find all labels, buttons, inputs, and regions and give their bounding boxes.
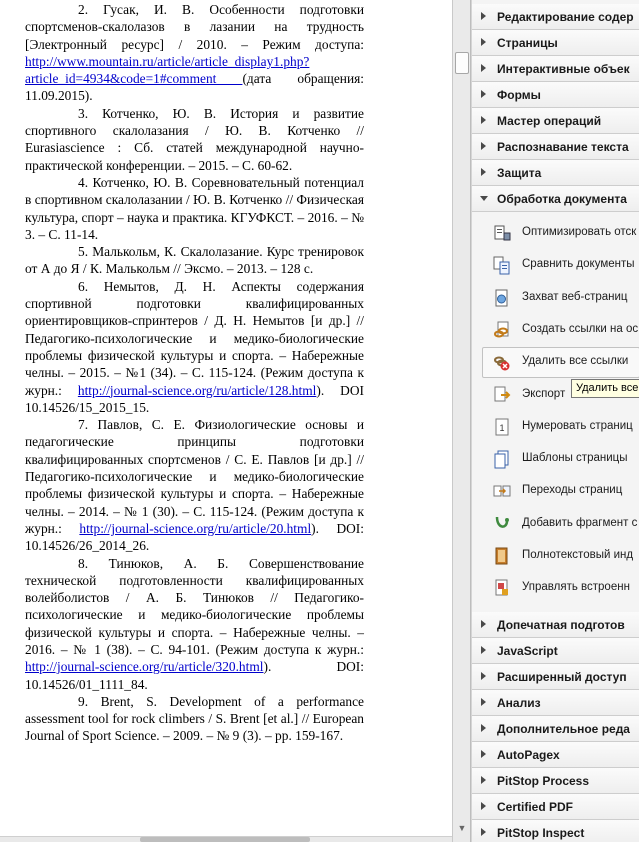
- chevron-right-icon: [481, 672, 486, 680]
- section-document-processing[interactable]: [472, 186, 639, 212]
- section-label: Анализ: [497, 696, 541, 710]
- section-collapsed[interactable]: [472, 820, 639, 842]
- section-collapsed[interactable]: [472, 108, 639, 134]
- tool-item[interactable]: [482, 476, 639, 507]
- page-transitions-icon: [493, 482, 511, 501]
- reference-text: 2. Гусак, И. В. Особенности подготовки спортсменов-скалолазов в лазании на трудность [Электронный ресурс] / 2010. – Режим доступа:: [25, 2, 364, 52]
- section-collapsed[interactable]: [472, 134, 639, 160]
- chevron-right-icon: [481, 828, 486, 836]
- chevron-right-icon: [481, 116, 486, 124]
- full-text-index-icon: [493, 547, 511, 566]
- chevron-right-icon: [481, 168, 486, 176]
- section-collapsed[interactable]: [472, 690, 639, 716]
- section-label: Распознавание текста: [497, 140, 629, 154]
- tool-item[interactable]: [482, 283, 639, 314]
- section-label: Страницы: [497, 36, 558, 50]
- tool-label: Нумеровать страниц: [522, 419, 633, 432]
- tools-panel: [471, 0, 639, 842]
- reference-link[interactable]: http://www.mountain.ru/article/article_display1.php?article_id=4934&code=1#comment: [25, 53, 310, 87]
- manage-embedded-icon: [493, 579, 511, 598]
- reference-text: 6. Немытов, Д. Н. Аспекты содержания спортивной подготовки квалифицированных ориентировщиков-спринтеров / Д. Н. Немытов [и др.] // Педагогико-психологические и медико-биологические проблемы физической культуры и спорта. – Набережные челны. – 2015. – №1 (34). – С. 115-124. (Режим доступа к журн.:: [25, 278, 364, 398]
- reference-link[interactable]: http://journal-science.org/ru/article/128.html: [77, 382, 317, 398]
- chevron-right-icon: [481, 646, 486, 654]
- export-icon: [493, 386, 511, 405]
- reference-text: 7. Павлов, С. Е. Физиологические основы и педагогические принципы подготовки квалифицированных спортсменов / С. Е. Павлов [и др.] // Педагогико-психологические и медико-биологические проблемы физической культуры и спорта. – Набережные челны. – 2014. – № 1 (30). – С. 115-124. (Режим доступа к журн.:: [25, 417, 364, 536]
- reference-text: 3. Котченко, Ю. В. История и развитие спортивного скалолазания / Ю. В. Котченко // Eurasiascience : Сб. статей международной научно-практической конференции. – 2015. – С. 60-62.: [25, 105, 364, 173]
- tooltip: Удалить все: [571, 379, 639, 398]
- vertical-scrollbar[interactable]: [452, 0, 471, 842]
- section-label: Certified PDF: [497, 800, 574, 814]
- chevron-right-icon: [481, 724, 486, 732]
- section-label: Интерактивные объек: [497, 62, 630, 76]
- vertical-scroll-thumb[interactable]: [455, 52, 469, 74]
- tool-item[interactable]: [482, 315, 639, 346]
- tool-label: Захват веб-страниц: [522, 290, 628, 303]
- section-collapsed[interactable]: [472, 716, 639, 742]
- section-collapsed[interactable]: [472, 664, 639, 690]
- reference-link[interactable]: http://journal-science.org/ru/article/20.html: [79, 520, 312, 536]
- section-collapsed[interactable]: [472, 4, 639, 30]
- section-label: Редактирование содер: [497, 10, 634, 24]
- section-label: PitStop Inspect: [497, 826, 585, 840]
- section-label: PitStop Process: [497, 774, 590, 788]
- tool-label: Управлять встроенн: [522, 581, 630, 594]
- section-label: Формы: [497, 88, 541, 102]
- tool-item[interactable]: [482, 509, 639, 540]
- section-label: Дополнительное реда: [497, 722, 630, 736]
- tool-label: Шаблоны страницы: [522, 452, 628, 465]
- tool-item[interactable]: [482, 573, 639, 604]
- chevron-right-icon: [481, 620, 486, 628]
- reference-item: [25, 105, 364, 174]
- chevron-right-icon: [481, 776, 486, 784]
- svg-text:1: 1: [499, 422, 505, 433]
- page-templates-icon: [493, 450, 511, 469]
- chevron-down-icon: [480, 196, 488, 201]
- reference-item: [25, 174, 364, 243]
- chevron-right-icon: [481, 38, 486, 46]
- reference-text: 9. Brent, S. Development of a performance assessment tool for rock climbers / S. Brent [et al.] // European Journal of Sport Science. – 2009. – № 9 (3). – pp. 159-167.: [25, 693, 364, 744]
- reference-text: 4. Котченко, Ю. В. Соревновательный потенциал в спортивном скалолазании / Ю. В. Котченко // Физическая культура, спорт – наука и практика. КГУФКСТ. – 2016. – № 3. – С. 11-14.: [25, 174, 364, 242]
- tool-label: Экспорт: [522, 387, 566, 400]
- chevron-right-icon: [481, 750, 486, 758]
- tool-label: Сравнить документы: [522, 258, 635, 271]
- section-label: AutoPagex: [497, 748, 560, 762]
- section-collapsed[interactable]: [472, 742, 639, 768]
- section-collapsed[interactable]: [472, 56, 639, 82]
- chevron-right-icon: [481, 142, 486, 150]
- reference-item: [25, 693, 364, 745]
- section-label: Обработка документа: [497, 192, 627, 206]
- chevron-right-icon: [481, 698, 486, 706]
- section-collapsed[interactable]: [472, 638, 639, 664]
- section-label: Допечатная подготов: [497, 618, 625, 632]
- reference-text: 8. Тинюков, А. Б. Совершенствование технической подготовленности квалифицированных волейболистов / А. Б. Тинюков // Педагогико-психологические и медико-биологические проблемы физической культуры и спорта. – Набережные челны. – 2016. – № 1 (38). – С. 94-101. (Режим доступа к журн.:: [25, 555, 364, 657]
- horizontal-scroll-thumb[interactable]: [140, 837, 310, 842]
- reference-text: ). DOI 10.14526/15_2015_15.: [25, 382, 364, 415]
- tool-label: Добавить фрагмент с: [522, 516, 638, 529]
- tool-item[interactable]: [482, 347, 639, 378]
- tool-label: Создать ссылки на ос: [522, 322, 639, 335]
- chevron-right-icon: [481, 802, 486, 810]
- reference-text: 5. Малькольм, К. Скалолазание. Курс тренировок от А до Я / К. Малькольм // Эксмо. – 2013. – 128 с.: [25, 244, 364, 277]
- tool-label: Удалить все ссылки: [522, 355, 629, 368]
- section-collapsed[interactable]: [472, 612, 639, 638]
- section-collapsed[interactable]: [472, 768, 639, 794]
- tool-label: Оптимизировать отск: [522, 226, 637, 238]
- reference-item: [25, 416, 364, 554]
- optimize-scan-icon: [493, 224, 511, 243]
- tool-item[interactable]: [482, 541, 639, 572]
- reference-text: ). DOI: 10.14526/26_2014_26.: [25, 520, 364, 554]
- number-pages-icon: [493, 418, 511, 437]
- reference-text: ). DOI: 10.14526/01_1111_84.: [25, 659, 364, 692]
- add-fragment-icon: [493, 515, 511, 534]
- reference-list: [25, 1, 364, 745]
- tool-label: Переходы страниц: [522, 484, 623, 497]
- section-label: Защита: [497, 166, 542, 180]
- reference-text: (дата обращения: 11.09.2015).: [25, 71, 364, 104]
- remove-links-icon: [493, 353, 511, 372]
- tool-item[interactable]: [482, 250, 639, 281]
- section-collapsed[interactable]: [472, 794, 639, 820]
- scroll-down-arrow-icon[interactable]: ▼: [457, 823, 467, 833]
- tool-label: Полнотекстовый инд: [522, 549, 634, 561]
- chevron-right-icon: [481, 12, 486, 20]
- create-links-icon: [493, 321, 511, 340]
- tool-item[interactable]: [482, 412, 639, 443]
- chevron-right-icon: [481, 90, 486, 98]
- reference-item: [25, 243, 364, 278]
- section-label: Мастер операций: [497, 114, 602, 128]
- chevron-right-icon: [481, 64, 486, 72]
- web-capture-icon: [493, 289, 511, 308]
- section-label: Расширенный доступ: [497, 670, 627, 684]
- reference-item: [25, 555, 364, 693]
- section-label: JavaScript: [497, 644, 558, 658]
- tool-item[interactable]: [482, 218, 639, 249]
- tool-item[interactable]: [482, 444, 639, 475]
- reference-item: [25, 278, 364, 416]
- compare-documents-icon: [493, 256, 511, 275]
- section-collapsed[interactable]: [472, 30, 639, 56]
- section-collapsed[interactable]: [472, 160, 639, 186]
- reference-item: [25, 1, 364, 105]
- reference-link[interactable]: http://journal-science.org/ru/article/320.html: [25, 659, 264, 675]
- section-collapsed[interactable]: [472, 82, 639, 108]
